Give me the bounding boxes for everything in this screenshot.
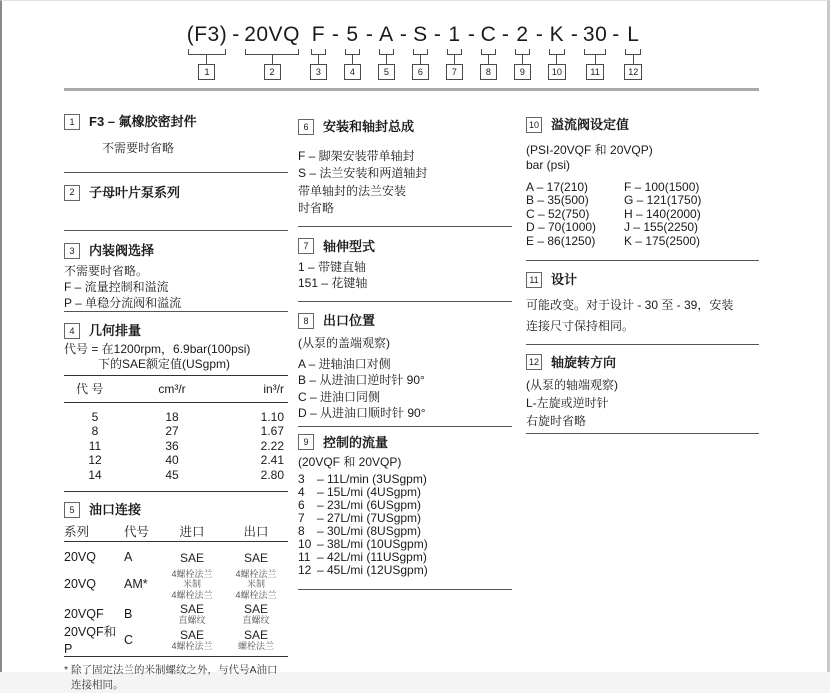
design-note: 可能改变。对于设计 - 30 至 - 39，安装 bbox=[526, 297, 734, 312]
code-dash: - bbox=[433, 23, 441, 46]
callout-line bbox=[595, 55, 596, 64]
port-row-am bbox=[64, 569, 288, 601]
callout-number: 3 bbox=[310, 64, 327, 80]
section-12-header bbox=[526, 354, 759, 372]
callout-line bbox=[454, 55, 455, 64]
code-segment-4 bbox=[344, 23, 361, 80]
section-number-box: 9 bbox=[298, 434, 314, 450]
section-divider bbox=[64, 172, 288, 173]
code-text: (F3) bbox=[186, 23, 228, 46]
callout-line bbox=[272, 55, 273, 64]
port-row-c bbox=[64, 624, 288, 656]
cell-code: 14 bbox=[88, 467, 102, 482]
cell-code: 11 bbox=[88, 438, 102, 453]
footnote-line: 连接相同。 bbox=[71, 678, 124, 691]
code-segment-3 bbox=[310, 23, 327, 80]
section-divider bbox=[526, 433, 759, 434]
displacement-table bbox=[64, 375, 288, 492]
flow-option: 11 – 42L/mi (11USgpm) bbox=[298, 550, 427, 565]
table-row bbox=[64, 424, 288, 439]
model-code bbox=[187, 23, 643, 80]
col-header: 代 号 bbox=[76, 382, 104, 397]
section-5-header bbox=[64, 501, 288, 519]
section-title: 出口位置 bbox=[323, 313, 376, 329]
option-line: 带单轴封的法兰安装 bbox=[298, 183, 407, 198]
section-number-box: 6 bbox=[298, 119, 314, 135]
code-segment-6 bbox=[412, 23, 429, 80]
section-7-header bbox=[298, 238, 512, 256]
callout-number: 11 bbox=[586, 64, 603, 80]
relief-pair: B – 35(500) G – 121(1750) bbox=[526, 193, 702, 208]
column-2 bbox=[298, 106, 512, 590]
option-line: P – 单稳分流阀和溢流 bbox=[64, 295, 182, 310]
cell-outlet: SAE 螺栓法兰 bbox=[237, 628, 274, 652]
code-text: K bbox=[549, 23, 565, 46]
code-segment-11 bbox=[583, 23, 607, 80]
callout-line bbox=[556, 55, 557, 64]
section-title: 内装阀选择 bbox=[89, 243, 155, 259]
section-7-body bbox=[298, 259, 512, 291]
code-dash: - bbox=[501, 23, 509, 46]
callout-line bbox=[488, 55, 489, 64]
callout-line bbox=[206, 55, 207, 64]
section-title: 轴旋转方向 bbox=[551, 354, 617, 370]
option-line: 时省略 bbox=[298, 201, 335, 216]
col-header: in³/r bbox=[263, 382, 284, 397]
section-number-box: 12 bbox=[526, 354, 542, 370]
relief-pair: D – 70(1000) J – 155(2250) bbox=[526, 220, 699, 235]
section-number-box: 2 bbox=[64, 185, 80, 201]
code-dash: - bbox=[467, 23, 475, 46]
column-1 bbox=[64, 106, 288, 693]
callout-number: 2 bbox=[264, 64, 281, 80]
table-row bbox=[64, 410, 288, 425]
flow-option: 10 – 38L/mi (10USgpm) bbox=[298, 537, 428, 552]
section-8-subtitle: (从泵的盖端观察) bbox=[298, 335, 390, 350]
option-line: A – 进轴油口对侧 bbox=[298, 356, 391, 371]
table-row bbox=[64, 439, 288, 454]
section-11-header bbox=[526, 271, 759, 289]
section-divider bbox=[298, 301, 512, 302]
design-note: 连接尺寸保持相同。 bbox=[526, 318, 635, 333]
port-row-a bbox=[64, 550, 288, 566]
code-text: S bbox=[413, 23, 428, 46]
section-number-box: 10 bbox=[526, 117, 542, 133]
cell-series: 20VQ bbox=[64, 577, 96, 592]
section-title: 安装和轴封总成 bbox=[323, 119, 415, 134]
callout-line bbox=[352, 55, 353, 64]
code-segment-9 bbox=[514, 23, 531, 80]
relief-pair: A – 17(210) F – 100(1500) bbox=[526, 179, 700, 194]
code-segment-12 bbox=[624, 23, 642, 80]
cell-code: 8 bbox=[91, 424, 99, 439]
column-3 bbox=[526, 106, 759, 434]
section-divider bbox=[526, 260, 759, 261]
flow-option: 4 – 15L/mi (4USgpm) bbox=[298, 485, 422, 500]
section-10-header bbox=[526, 116, 759, 134]
cell-cm3: 36 bbox=[165, 438, 179, 453]
section-1-note: 不需要时省略 bbox=[102, 140, 175, 155]
callout-number: 4 bbox=[344, 64, 361, 80]
option-line: C – 进油口同侧 bbox=[298, 389, 381, 404]
cell-outlet: 4螺栓法兰 米制 4螺栓法兰 bbox=[235, 568, 277, 600]
table-body bbox=[64, 403, 288, 492]
code-dash: - bbox=[331, 23, 339, 46]
cell-series: 20VQF bbox=[64, 607, 104, 622]
section-4-header bbox=[64, 322, 288, 340]
code-segment-8 bbox=[480, 23, 497, 80]
callout-line bbox=[633, 55, 634, 64]
cell-cm3: 27 bbox=[165, 424, 179, 439]
port-table-header bbox=[64, 524, 288, 541]
col-header: 进口 bbox=[179, 524, 205, 539]
section-title: 子母叶片泵系列 bbox=[89, 184, 181, 200]
cell-inlet: SAE 直螺纹 bbox=[178, 602, 206, 626]
section-title: F3 – 氟橡胶密封件 bbox=[89, 114, 197, 129]
cell-outlet: SAE 直螺纹 bbox=[242, 602, 270, 626]
cell-cm3: 18 bbox=[165, 409, 179, 424]
code-text: 20VQ bbox=[244, 23, 300, 46]
code-segment-1 bbox=[187, 23, 228, 80]
col-header: 出口 bbox=[243, 524, 269, 539]
section-8-body bbox=[298, 356, 512, 422]
code-dash: - bbox=[365, 23, 373, 46]
option-line: B – 从进油口逆时针 90° bbox=[298, 373, 425, 388]
flow-option: 3 – 11L/min (3USgpm) bbox=[298, 472, 427, 487]
cell-series: 20VQF和P bbox=[64, 624, 117, 656]
cell-code: 5 bbox=[91, 409, 99, 424]
table-rule bbox=[64, 541, 288, 542]
section-title: 控制的流量 bbox=[323, 434, 389, 450]
table-header-row bbox=[64, 376, 288, 401]
port-footnote bbox=[64, 663, 288, 693]
callout-line bbox=[420, 55, 421, 64]
option-line: F – 脚架安装带单轴封 bbox=[298, 148, 415, 163]
cell-in3: 2.80 bbox=[260, 467, 284, 482]
code-segment-5 bbox=[378, 23, 395, 80]
option-line: S – 法兰安装和两道轴封 bbox=[298, 166, 428, 181]
section-number-box: 11 bbox=[526, 272, 542, 288]
cell-code: C bbox=[124, 633, 134, 648]
flow-option: 8 – 30L/mi (8USgpm) bbox=[298, 524, 422, 539]
cell-in3: 2.22 bbox=[260, 438, 284, 453]
callout-number: 7 bbox=[446, 64, 463, 80]
cell-inlet: SAE 4螺栓法兰 bbox=[171, 628, 213, 652]
section-number-box: 5 bbox=[64, 502, 80, 518]
code-text: C bbox=[480, 23, 497, 46]
cell-cm3: 45 bbox=[165, 467, 179, 482]
section-12-body bbox=[526, 376, 759, 430]
cell-code: AM* bbox=[124, 577, 148, 592]
cell-in3: 2.41 bbox=[260, 453, 284, 468]
section-title: 轴伸型式 bbox=[323, 238, 376, 254]
cell-code: A bbox=[124, 550, 133, 565]
displacement-desc: 代号 = 在1200rpm，6.9bar(100psi) bbox=[64, 342, 251, 357]
callout-number: 12 bbox=[624, 64, 642, 80]
col-header: 系列 bbox=[64, 524, 90, 539]
cell-in3: 1.10 bbox=[260, 409, 284, 424]
section-title: 油口连接 bbox=[89, 502, 142, 518]
col-header: 代号 bbox=[124, 524, 150, 539]
code-dash: - bbox=[232, 23, 240, 46]
code-text: 2 bbox=[516, 23, 529, 46]
section-divider bbox=[298, 226, 512, 227]
flow-option: 7 – 27L/mi (7USgpm) bbox=[298, 511, 422, 526]
section-number-box: 4 bbox=[64, 323, 80, 339]
code-text: 1 bbox=[448, 23, 461, 46]
code-dash: - bbox=[570, 23, 578, 46]
section-1-header bbox=[64, 113, 288, 131]
section-3-header bbox=[64, 242, 288, 260]
rotation-line: (从泵的轴端观察) bbox=[526, 378, 618, 393]
section-divider bbox=[298, 426, 512, 427]
cell-inlet: 4螺栓法兰 米制 4螺栓法兰 bbox=[171, 568, 213, 600]
section-6-body bbox=[298, 148, 512, 218]
option-line: F – 流量控制和溢流 bbox=[64, 279, 169, 294]
table-row bbox=[64, 453, 288, 468]
model-code-area bbox=[2, 23, 827, 80]
cell-code: B bbox=[124, 607, 133, 622]
relief-settings bbox=[526, 181, 759, 249]
section-10-unit: bar (psi) bbox=[526, 157, 571, 172]
callout-number: 5 bbox=[378, 64, 395, 80]
relief-pair: C – 52(750) H – 140(2000) bbox=[526, 206, 701, 221]
section-title: 溢流阀设定值 bbox=[551, 117, 630, 132]
section-number-box: 3 bbox=[64, 243, 80, 259]
section-3-body bbox=[64, 263, 288, 311]
option-line: 不需要时省略。 bbox=[64, 263, 149, 278]
table-rule bbox=[64, 491, 288, 492]
code-text: A bbox=[379, 23, 394, 46]
section-9-body bbox=[298, 473, 512, 577]
relief-pair: E – 86(1250) K – 175(2500) bbox=[526, 233, 701, 248]
section-divider bbox=[64, 311, 288, 312]
col-header: cm³/r bbox=[158, 382, 186, 397]
section-6-header bbox=[298, 118, 512, 136]
section-title: 设计 bbox=[551, 272, 578, 288]
table-row bbox=[64, 468, 288, 483]
option-line: 1 – 带键直轴 bbox=[298, 260, 367, 275]
section-2-header bbox=[64, 184, 288, 202]
flow-option: 12 – 45L/mi (12USgpm) bbox=[298, 563, 428, 578]
section-title: 几何排量 bbox=[89, 322, 142, 338]
code-dash: - bbox=[535, 23, 543, 46]
option-line: 151 – 花键轴 bbox=[298, 276, 368, 291]
code-dash: - bbox=[612, 23, 620, 46]
code-segment-10 bbox=[548, 23, 566, 80]
cell-inlet: SAE bbox=[179, 550, 204, 565]
rotation-line: 右旋时省略 bbox=[526, 414, 587, 429]
callout-line bbox=[386, 55, 387, 64]
header-rule bbox=[64, 88, 759, 91]
callout-number: 9 bbox=[514, 64, 531, 80]
cell-series: 20VQ bbox=[64, 550, 96, 565]
callout-line bbox=[318, 55, 319, 64]
code-segment-2 bbox=[244, 23, 300, 80]
cell-in3: 1.67 bbox=[260, 424, 284, 439]
code-text: 30 bbox=[582, 23, 608, 46]
callout-number: 6 bbox=[412, 64, 429, 80]
section-10-subtitle: (PSI-20VQF 和 20VQP) bbox=[526, 142, 653, 157]
callout-line bbox=[522, 55, 523, 64]
section-9-header bbox=[298, 434, 512, 452]
code-dash: - bbox=[399, 23, 407, 46]
option-line: D – 从进油口顺时针 90° bbox=[298, 406, 426, 421]
code-text: 5 bbox=[346, 23, 359, 46]
cell-code: 12 bbox=[88, 453, 102, 468]
section-8-header bbox=[298, 312, 512, 330]
rotation-line: L-左旋或逆时针 bbox=[526, 396, 609, 411]
callout-number: 8 bbox=[480, 64, 497, 80]
section-number-box: 7 bbox=[298, 238, 314, 254]
section-divider bbox=[526, 344, 759, 345]
cell-cm3: 40 bbox=[165, 453, 179, 468]
cell-outlet: SAE bbox=[243, 550, 268, 565]
section-number-box: 1 bbox=[64, 114, 80, 130]
section-number-box: 8 bbox=[298, 313, 314, 329]
code-text: L bbox=[627, 23, 640, 46]
section-divider bbox=[64, 230, 288, 231]
displacement-desc: 下的SAE额定值(USgpm) bbox=[98, 357, 231, 372]
section-11-body bbox=[526, 295, 759, 337]
section-9-subtitle: (20VQF 和 20VQP) bbox=[298, 455, 402, 470]
callout-number: 10 bbox=[548, 64, 566, 80]
section-divider bbox=[298, 589, 512, 590]
code-segment-7 bbox=[446, 23, 463, 80]
code-text: F bbox=[311, 23, 326, 46]
callout-number: 1 bbox=[198, 64, 215, 80]
footnote-line: * 除了固定法兰的米制螺纹之外，与代号A油口 bbox=[64, 663, 278, 676]
flow-option: 6 – 23L/mi (6USgpm) bbox=[298, 498, 422, 513]
